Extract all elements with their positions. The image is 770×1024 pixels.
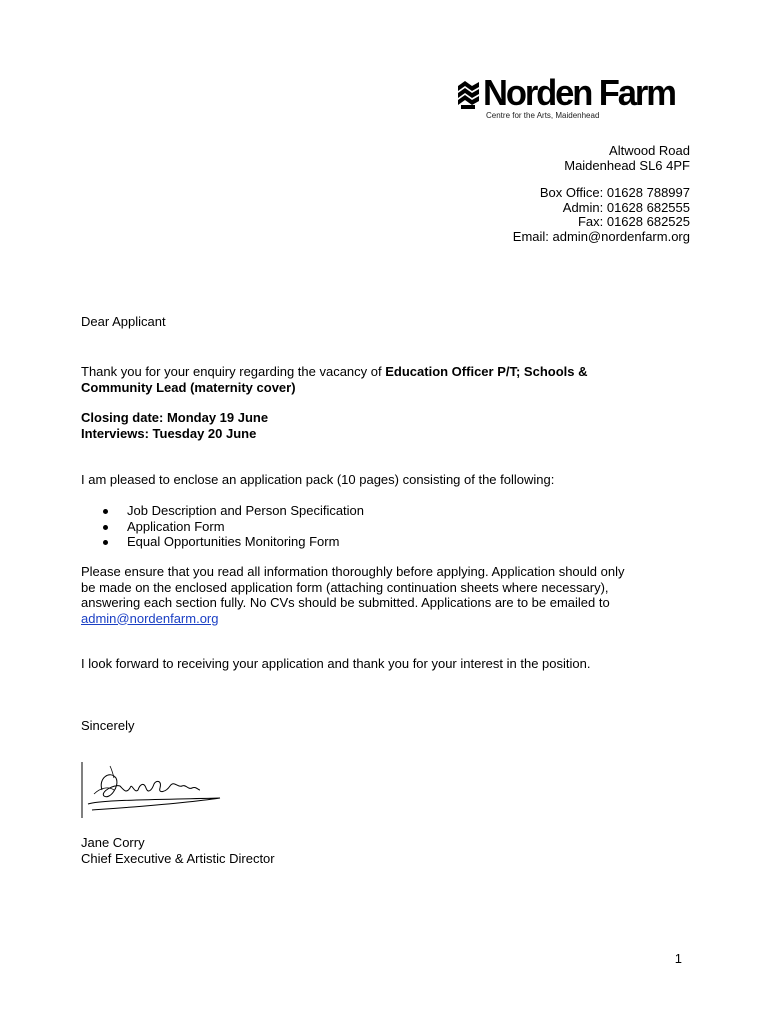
fax-number: Fax: 01628 682525: [577, 214, 690, 229]
handwritten-signature: [80, 760, 225, 822]
vacancy-title-line-1: Education Officer P/T; Schools &: [385, 364, 588, 379]
closing-remark: I look forward to receiving your application and thank you for your interest in the position.: [81, 656, 591, 671]
closing-date: Closing date: Monday 19 June: [81, 410, 269, 425]
box-office-phone: Box Office: 01628 788997: [539, 185, 690, 200]
address-line-2: Maidenhead SL6 4PF: [564, 158, 690, 173]
pack-contents-list: [81, 503, 691, 550]
bullet-icon: [103, 509, 108, 514]
list-item: [81, 503, 691, 519]
vacancy-title-line-2: Community Lead (maternity cover): [81, 379, 296, 395]
admin-phone: Admin: 01628 682555: [562, 200, 690, 215]
instructions-line-1: Please ensure that you read all information thoroughly before applying. Application should only: [81, 564, 625, 579]
list-item-label: Application Form: [127, 518, 225, 534]
interview-date: Interviews: Tuesday 20 June: [81, 426, 257, 441]
email-link[interactable]: admin@nordenfarm.org: [81, 610, 219, 626]
pack-intro: I am pleased to enclose an application pack (10 pages) consisting of the following:: [81, 472, 555, 487]
salutation: Dear Applicant: [81, 314, 166, 329]
logo-wordmark: Norden Farm: [483, 72, 675, 113]
signatory-title: Chief Executive & Artistic Director: [81, 851, 275, 866]
logo-emblem-icon: [455, 78, 481, 110]
contact-email: Email: admin@nordenfarm.org: [512, 229, 690, 244]
page-number: 1: [674, 951, 682, 966]
logo-tagline: Centre for the Arts, Maidenhead: [486, 111, 600, 120]
intro-paragraph: [81, 364, 691, 395]
instructions-line-2: be made on the enclosed application form (attaching continuation sheets where necessary),: [81, 579, 609, 595]
list-item-label: Equal Opportunities Monitoring Form: [127, 534, 340, 549]
norden-farm-logo: [455, 72, 677, 124]
list-item: [81, 534, 691, 550]
bullet-icon: [103, 525, 108, 530]
address-line-1: Altwood Road: [609, 143, 690, 158]
bullet-icon: [103, 540, 108, 545]
instructions-paragraph: [81, 564, 691, 626]
list-item: [81, 519, 691, 535]
signatory-name: Jane Corry: [81, 835, 145, 850]
list-item-label: Job Description and Person Specification: [127, 503, 365, 518]
instructions-line-3: answering each section fully. No CVs should be submitted. Applications are to be emailed to: [81, 595, 610, 610]
sign-off: Sincerely: [81, 718, 135, 733]
intro-text: Thank you for your enquiry regarding the vacancy of: [81, 364, 386, 379]
